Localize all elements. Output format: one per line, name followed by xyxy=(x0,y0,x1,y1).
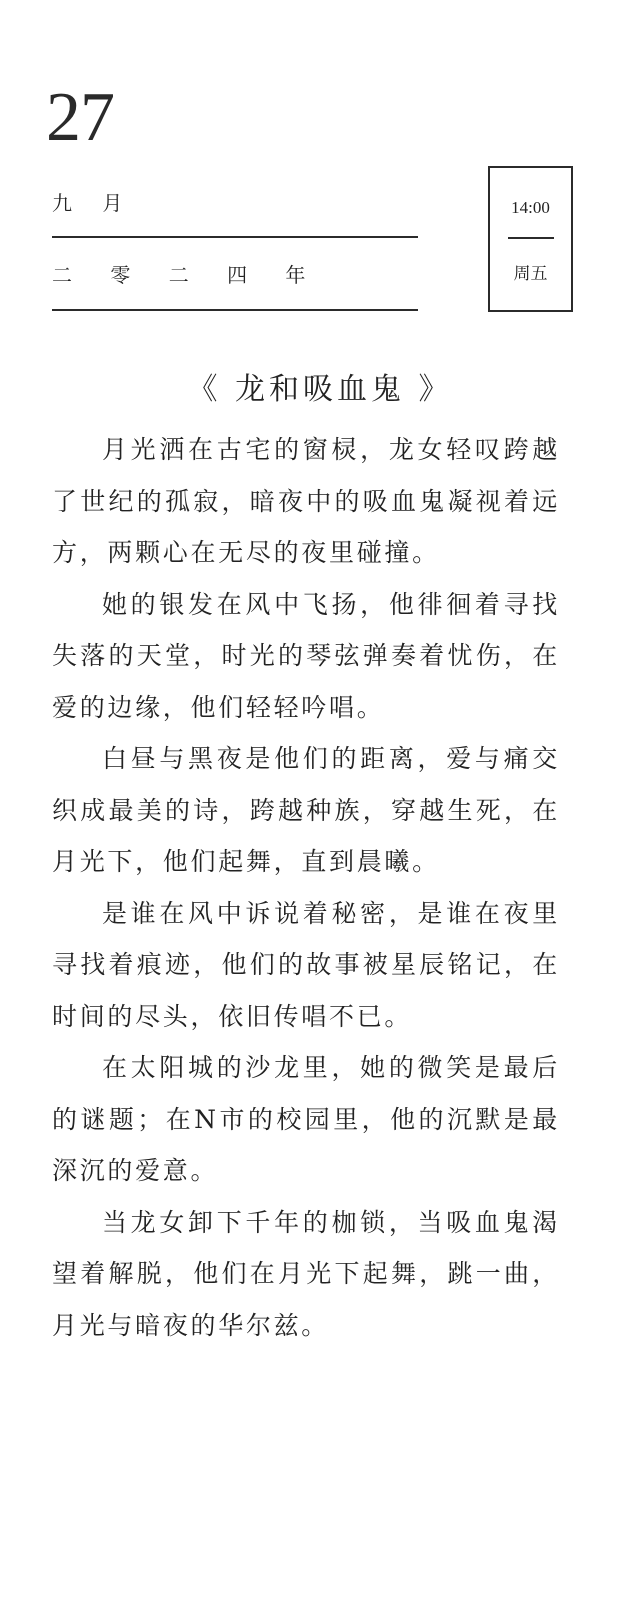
date-month: 九 月 xyxy=(52,191,135,215)
header-divider-top xyxy=(52,236,418,238)
time-weekday-box xyxy=(488,166,573,312)
date-day: 27 xyxy=(46,79,114,156)
article-paragraph: 她的银发在风中飞扬，他徘徊着寻找失落的天堂，时光的琴弦弹奏着忧伤，在爱的边缘，他们轻轻吟唱。 xyxy=(52,589,560,722)
header-divider-bottom xyxy=(52,309,418,311)
article-paragraph: 白昼与黑夜是他们的距离，爱与痛交织成最美的诗，跨越种族，穿越生死，在月光下，他们起舞，直到晨曦。 xyxy=(52,744,560,876)
time-box-divider xyxy=(508,237,554,239)
article-paragraph: 月光洒在古宅的窗棂，龙女轻叹跨越了世纪的孤寂，暗夜中的吸血鬼凝视着远方，两颗心在无尽的夜里碰撞。 xyxy=(52,435,560,567)
article-paragraph: 在太阳城的沙龙里，她的微笑是最后的谜题；在N市的校园里，他的沉默是最深沉的爱意。 xyxy=(52,1053,560,1185)
article-paragraph: 是谁在风中诉说着秘密，是谁在夜里寻找着痕迹，他们的故事被星辰铭记，在时间的尽头，依旧传唱不已。 xyxy=(52,898,560,1031)
article-paragraph: 当龙女卸下千年的枷锁，当吸血鬼渴望着解脱，他们在月光下起舞，跳一曲，月光与暗夜的华尔兹。 xyxy=(52,1207,560,1340)
time-label: 14:00 xyxy=(511,198,550,217)
article-body xyxy=(52,424,560,1351)
date-year: 二 零 二 四 年 xyxy=(52,263,322,287)
weekday-label: 周五 xyxy=(513,264,548,284)
article-title: 《 龙和吸血鬼 》 xyxy=(187,372,453,407)
